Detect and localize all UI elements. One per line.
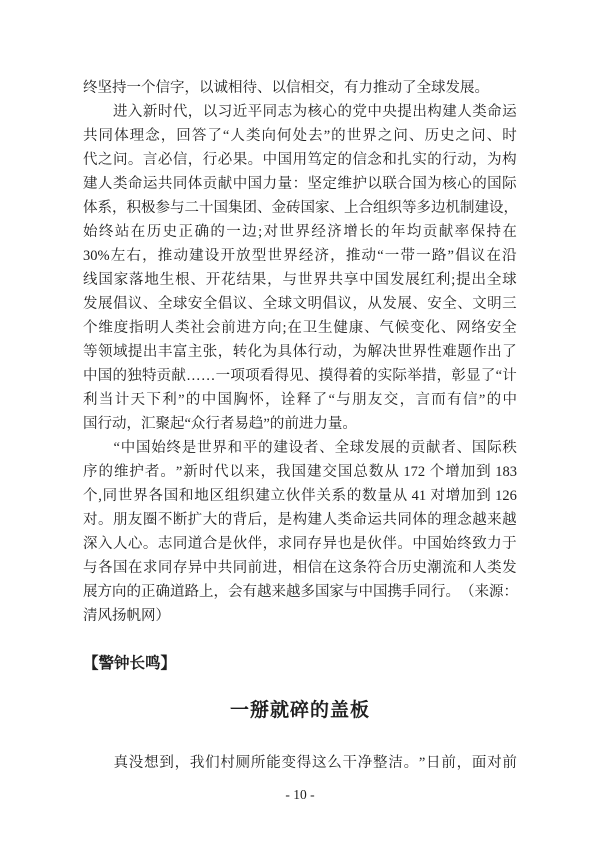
text-line: 建 人 类 命 运 共 同 体 贡 献 中 国 力 量 ： 坚 定 维 护 以 联 合 国 为 核 心 的 国 际	[83, 176, 517, 192]
text-line: 个 维 度 指 明 人 类 社 会 前 进 方 向 ; 在 卫 生 健 康 、 气 候 变 化 、 网 络 安 全	[83, 320, 517, 336]
text-line: 展 方 向 的 正 确 道 路 上 ， 会 有 越 来 越 多 国 家 与 中 国 携 手 同 行 。 （ 来 源 ：	[83, 584, 518, 600]
body-text	[83, 76, 517, 628]
text-line: 等 领 域 提 出 丰 富 主 张 ， 转 化 为 具 体 行 动 ， 为 解 决 世 界 性 难 题 作 出 了	[83, 344, 517, 360]
text-line: 共 同 体 理 念 ， 回 答 了 “ 人 类 向 何 处 去 ” 的 世 界 之 问 、 历 史 之 问 、 时	[83, 128, 517, 144]
text-line: “ 中 国 始 终 是 世 界 和 平 的 建 设 者 、 全 球 发 展 的 贡 献 者 、 国 际 秩	[113, 440, 517, 456]
text-line: 国行动，汇聚起“众行者易趋”的前进力量。	[83, 416, 357, 432]
text-line: 30% 左 右 ， 推 动 建 设 开 放 型 世 界 经 济 ， 推 动 “ 一 带 一 路 ” 倡 议 在 沿	[83, 248, 517, 264]
text-line: 进 入 新 时 代 ， 以 习 近 平 同 志 为 核 心 的 党 中 央 提 出 构 建 人 类 命 运	[112, 104, 517, 120]
text-line: 对 。 朋 友 圈 不 断 扩 大 的 背 后 ， 是 构 建 人 类 命 运 共 同 体 的 理 念 越 来 越	[83, 512, 517, 528]
text-line: 发 展 倡 议 、 全 球 安 全 倡 议 、 全 球 文 明 倡 议 ， 从 发 展 、 安 全 、 文 明 三	[83, 296, 517, 312]
text-line: 体 系 ， 积 极 参 与 二 十 国 集 团 、 金 砖 国 家 、 上 合 组 织 等 多 边 机 制 建 设 ，	[83, 200, 518, 216]
article-intro-paragraph	[83, 751, 517, 775]
text-line: 清风扬帆网）	[83, 608, 170, 624]
text-line: 深 入 人 心 。 志 同 道 合 是 伙 伴 ， 求 同 存 异 也 是 伙 伴 。 中 国 始 终 致 力 于	[83, 536, 517, 552]
text-line: 个 , 同 世 界 各 国 和 地 区 组 织 建 立 伙 伴 关 系 的 数 量 从 41 对 增 加 到 126	[83, 488, 517, 504]
text-line: 序 的 维 护 者 。 ” 新 时 代 以 来 ， 我 国 建 交 国 总 数 从 172 个 增 加 到 183	[83, 464, 517, 480]
text-line: 真 没 想 到 ， 我 们 村 厕 所 能 变 得 这 么 干 净 整 洁 。 ” 日 前 ， 面 对 前	[113, 755, 517, 771]
text-line: 利 当 计 天 下 利 ” 的 中 国 胸 怀 ， 诠 释 了 “ 与 朋 友 交 ， 言 而 有 信 ” 的 中	[83, 392, 517, 408]
text-line: 代 之 问 。 言 必 信 ， 行 必 果 。 中 国 用 笃 定 的 信 念 和 扎 实 的 行 动 ， 为 构	[83, 152, 517, 168]
section-heading: 【警钟长鸣】	[83, 655, 177, 672]
article-title: 一掰就碎的盖板	[229, 700, 370, 721]
text-line: 终坚持一个信字，以诚相待、以信相交，有力推动了全球发展。	[83, 80, 489, 96]
page-number: - 10 -	[285, 787, 315, 802]
text-line: 始 终 站 在 历 史 正 确 的 一 边 ; 对 世 界 经 济 增 长 的 年 均 贡 献 率 保 持 在	[83, 224, 517, 240]
text-line: 中 国 的 独 特 贡 献 … … 一 项 项 看 得 见 、 摸 得 着 的 实 际 举 措 ， 彰 显 了 “ 计	[83, 368, 517, 384]
text-line: 线 国 家 落 地 生 根 、 开 花 结 果 ， 与 世 界 共 享 中 国 发 展 红 利 ; 提 出 全 球	[83, 272, 517, 288]
text-line: 与 各 国 在 求 同 存 异 中 共 同 前 进 ， 相 信 在 这 条 符 合 历 史 潮 流 和 人 类 发	[83, 560, 517, 576]
